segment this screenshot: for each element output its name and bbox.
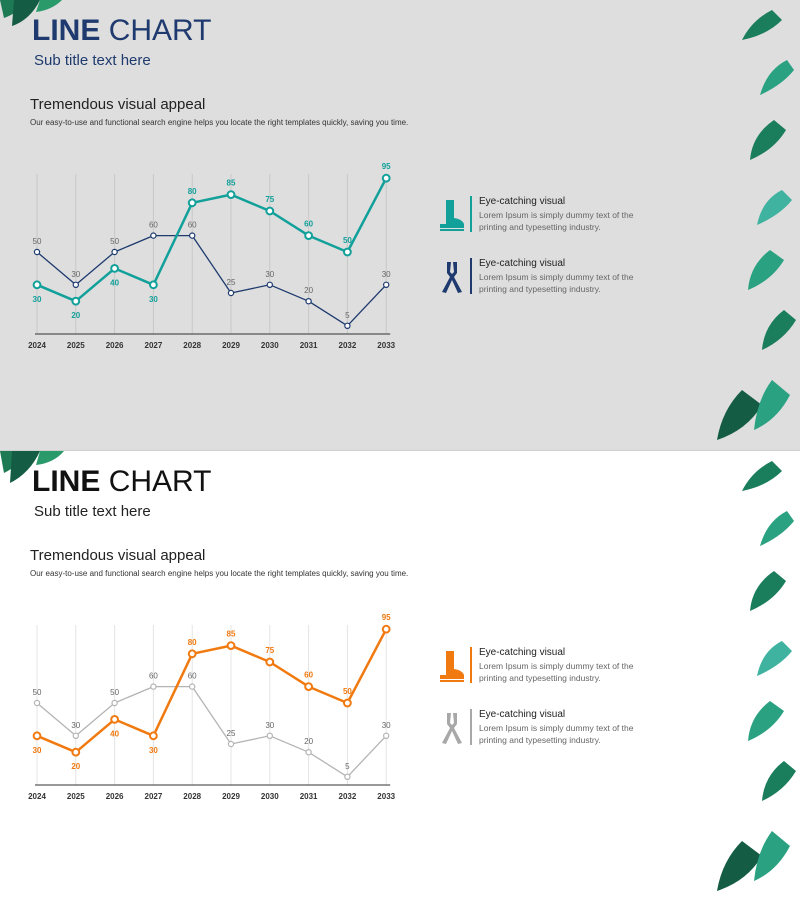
data-label-secondary: 30 — [71, 269, 81, 279]
x-tick-label: 2030 — [260, 792, 279, 801]
data-label-secondary: 20 — [304, 737, 314, 747]
data-label-primary: 50 — [342, 687, 352, 696]
data-label-secondary: 60 — [187, 220, 197, 230]
data-point — [384, 282, 389, 287]
x-tick-label: 2033 — [377, 341, 396, 350]
data-point — [228, 290, 233, 295]
data-point — [73, 282, 78, 287]
data-label-secondary: 60 — [148, 671, 158, 681]
data-point — [72, 749, 79, 756]
x-tick-label: 2024 — [28, 341, 46, 350]
data-point — [344, 700, 351, 707]
x-tick-label: 2031 — [299, 341, 318, 350]
data-point — [305, 232, 312, 239]
data-label-primary: 80 — [187, 637, 197, 647]
data-label-primary: 85 — [226, 629, 236, 639]
page-title — [32, 465, 211, 499]
data-label-secondary: 30 — [265, 269, 275, 279]
page-title — [32, 14, 211, 48]
data-point — [111, 265, 118, 272]
x-tick-label: 2028 — [183, 341, 202, 350]
data-label-primary: 95 — [381, 162, 391, 172]
boot-icon — [438, 198, 466, 232]
legend-text: Lorem Ipsum is simply dummy text of the printing and typesetting industry. — [479, 272, 634, 294]
legend-bar — [470, 258, 472, 294]
data-label-secondary: 5 — [345, 310, 350, 320]
legend-title: Eye-catching visual — [479, 647, 566, 658]
x-tick-label: 2024 — [28, 792, 46, 801]
section-description: Our easy-to-use and functional search engine helps you locate the right templates quickly, saving you time. — [30, 118, 409, 127]
data-point — [190, 684, 195, 689]
data-label-primary: 30 — [148, 745, 158, 755]
data-label-primary: 60 — [304, 219, 314, 229]
pliers-icon — [438, 711, 466, 745]
data-label-secondary: 50 — [32, 237, 42, 246]
section-description: Our easy-to-use and functional search engine helps you locate the right templates quickly, saving you time. — [30, 569, 409, 578]
data-label-primary: 60 — [304, 670, 314, 680]
data-label-secondary: 50 — [32, 688, 42, 697]
data-point — [112, 249, 117, 254]
data-point — [73, 733, 78, 738]
legend-text: Lorem Ipsum is simply dummy text of the printing and typesetting industry. — [479, 723, 634, 745]
series-line-primary — [37, 629, 386, 752]
x-tick-label: 2025 — [66, 792, 85, 801]
data-label-secondary: 5 — [345, 761, 350, 771]
legend-title: Eye-catching visual — [479, 709, 566, 720]
legend-item-secondary — [438, 258, 658, 298]
data-point — [228, 642, 235, 649]
data-label-secondary: 60 — [187, 671, 197, 681]
legend-title: Eye-catching visual — [479, 258, 566, 269]
data-point — [344, 249, 351, 256]
data-label-primary: 50 — [342, 236, 352, 245]
data-point — [306, 750, 311, 755]
section-heading: Tremendous visual appeal — [30, 96, 206, 113]
data-point — [189, 199, 196, 206]
section-heading: Tremendous visual appeal — [30, 547, 206, 564]
data-point — [266, 659, 273, 666]
legend-bar — [470, 196, 472, 232]
data-point — [266, 208, 273, 215]
leaf-decoration-right — [712, 451, 800, 900]
data-point — [72, 298, 79, 305]
data-label-primary: 80 — [187, 186, 197, 196]
data-point — [345, 323, 350, 328]
legend-item-primary — [438, 196, 658, 236]
data-label-primary: 85 — [226, 178, 236, 188]
data-label-primary: 75 — [265, 195, 275, 204]
data-point — [34, 732, 41, 739]
title-rest: CHART — [108, 465, 212, 498]
x-tick-label: 2030 — [260, 341, 279, 350]
line-chart — [20, 601, 410, 811]
data-label-primary: 30 — [32, 294, 42, 304]
data-label-secondary: 60 — [148, 220, 158, 230]
data-point — [384, 733, 389, 738]
legend-bar — [470, 647, 472, 683]
data-point — [111, 716, 118, 723]
legend-title: Eye-catching visual — [479, 196, 566, 207]
title-rest: CHART — [108, 14, 212, 47]
data-label-secondary: 30 — [381, 269, 391, 279]
data-label-primary: 20 — [71, 762, 81, 772]
boot-icon — [438, 649, 466, 683]
data-point — [150, 281, 157, 288]
data-point — [190, 233, 195, 238]
data-point — [34, 700, 39, 705]
legend-item-primary — [438, 647, 658, 687]
x-tick-label: 2029 — [222, 341, 240, 350]
title-bold: LINE — [32, 465, 101, 498]
x-tick-label: 2032 — [338, 792, 357, 801]
x-tick-label: 2025 — [66, 341, 85, 350]
data-point — [306, 299, 311, 304]
data-label-primary: 75 — [265, 646, 275, 655]
data-point — [189, 650, 196, 657]
data-point — [267, 282, 272, 287]
legend-bar — [470, 709, 472, 745]
leaf-decoration-right — [712, 0, 800, 450]
x-tick-label: 2032 — [338, 341, 357, 350]
data-point — [228, 741, 233, 746]
data-label-secondary: 50 — [110, 237, 120, 246]
data-point — [228, 191, 235, 198]
data-point — [267, 733, 272, 738]
data-point — [305, 683, 312, 690]
x-tick-label: 2026 — [105, 341, 124, 350]
data-label-primary: 30 — [32, 745, 42, 755]
data-label-secondary: 30 — [71, 720, 81, 730]
data-label-primary: 40 — [110, 278, 120, 288]
data-label-secondary: 30 — [381, 720, 391, 730]
series-line-secondary — [37, 236, 386, 326]
page-subtitle: Sub title text here — [34, 503, 151, 520]
data-label-secondary: 30 — [265, 720, 275, 730]
data-point — [383, 175, 390, 182]
page-subtitle: Sub title text here — [34, 52, 151, 69]
data-point — [150, 732, 157, 739]
series-line-primary — [37, 178, 386, 301]
x-tick-label: 2029 — [222, 792, 240, 801]
x-tick-label: 2033 — [377, 792, 396, 801]
data-label-primary: 95 — [381, 613, 391, 623]
x-tick-label: 2026 — [105, 792, 124, 801]
data-point — [383, 626, 390, 633]
data-label-primary: 40 — [110, 729, 120, 739]
x-tick-label: 2031 — [299, 792, 318, 801]
data-label-primary: 30 — [148, 294, 158, 304]
data-label-secondary: 25 — [226, 729, 236, 738]
data-label-secondary: 50 — [110, 688, 120, 697]
legend-item-secondary — [438, 709, 658, 749]
data-point — [34, 281, 41, 288]
data-label-primary: 20 — [71, 311, 81, 321]
data-label-secondary: 20 — [304, 286, 314, 296]
data-point — [112, 700, 117, 705]
line-chart — [20, 150, 410, 360]
title-bold: LINE — [32, 14, 101, 47]
data-point — [34, 249, 39, 254]
data-label-secondary: 25 — [226, 278, 236, 287]
legend-text: Lorem Ipsum is simply dummy text of the printing and typesetting industry. — [479, 210, 634, 232]
x-tick-label: 2028 — [183, 792, 202, 801]
data-point — [151, 684, 156, 689]
x-tick-label: 2027 — [144, 792, 163, 801]
data-point — [151, 233, 156, 238]
pliers-icon — [438, 260, 466, 294]
legend-text: Lorem Ipsum is simply dummy text of the printing and typesetting industry. — [479, 661, 634, 683]
slide-2 — [0, 450, 800, 900]
x-tick-label: 2027 — [144, 341, 163, 350]
series-line-secondary — [37, 687, 386, 777]
data-point — [345, 774, 350, 779]
